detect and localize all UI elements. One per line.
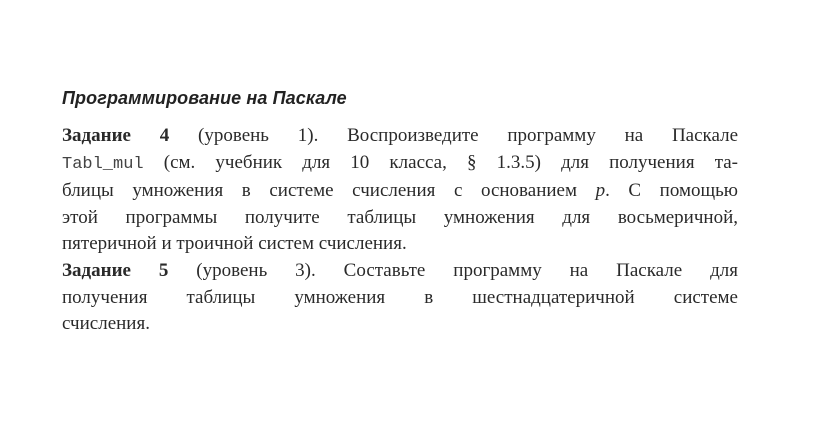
- program-name: Tabl_mul: [62, 154, 144, 174]
- task-5-line-1-text: (уровень 3). Составьте программу на Паскале для: [168, 260, 739, 281]
- task-5-line-2: получения таблицы умножения в шестнадцатеричной системе: [62, 286, 738, 308]
- task-4-line-1: [62, 123, 738, 150]
- task-4-line-3: [62, 178, 738, 205]
- task-5-line-3: счисления.: [62, 313, 150, 334]
- base-variable: p: [595, 180, 606, 201]
- task-4-line-3-pre: блицы умножения в системе счисления с основанием: [62, 180, 596, 201]
- task-4-paragraph: [62, 123, 738, 258]
- task-4-line-4: этой программы получите таблицы умножения для восьмеричной,: [62, 206, 738, 228]
- task-5-paragraph: [62, 258, 738, 338]
- task-4-line-3-post: . С помощью: [605, 180, 738, 201]
- task-4-line-2-text: (см. учебник для 10 класса, § 1.3.5) для получения та-: [143, 151, 738, 173]
- task-4-line-2: [62, 150, 738, 179]
- task-5-line-1: [62, 258, 738, 285]
- task-4-line-1-text: (уровень 1). Воспроизведите программу на Паскале: [169, 125, 739, 146]
- task-5-label: Задание 5: [62, 260, 169, 281]
- section-heading: Программирование на Паскале: [62, 88, 347, 108]
- task-4-label: Задание 4: [62, 125, 170, 146]
- task-4-line-5: пятеричной и троичной систем счисления.: [62, 233, 407, 254]
